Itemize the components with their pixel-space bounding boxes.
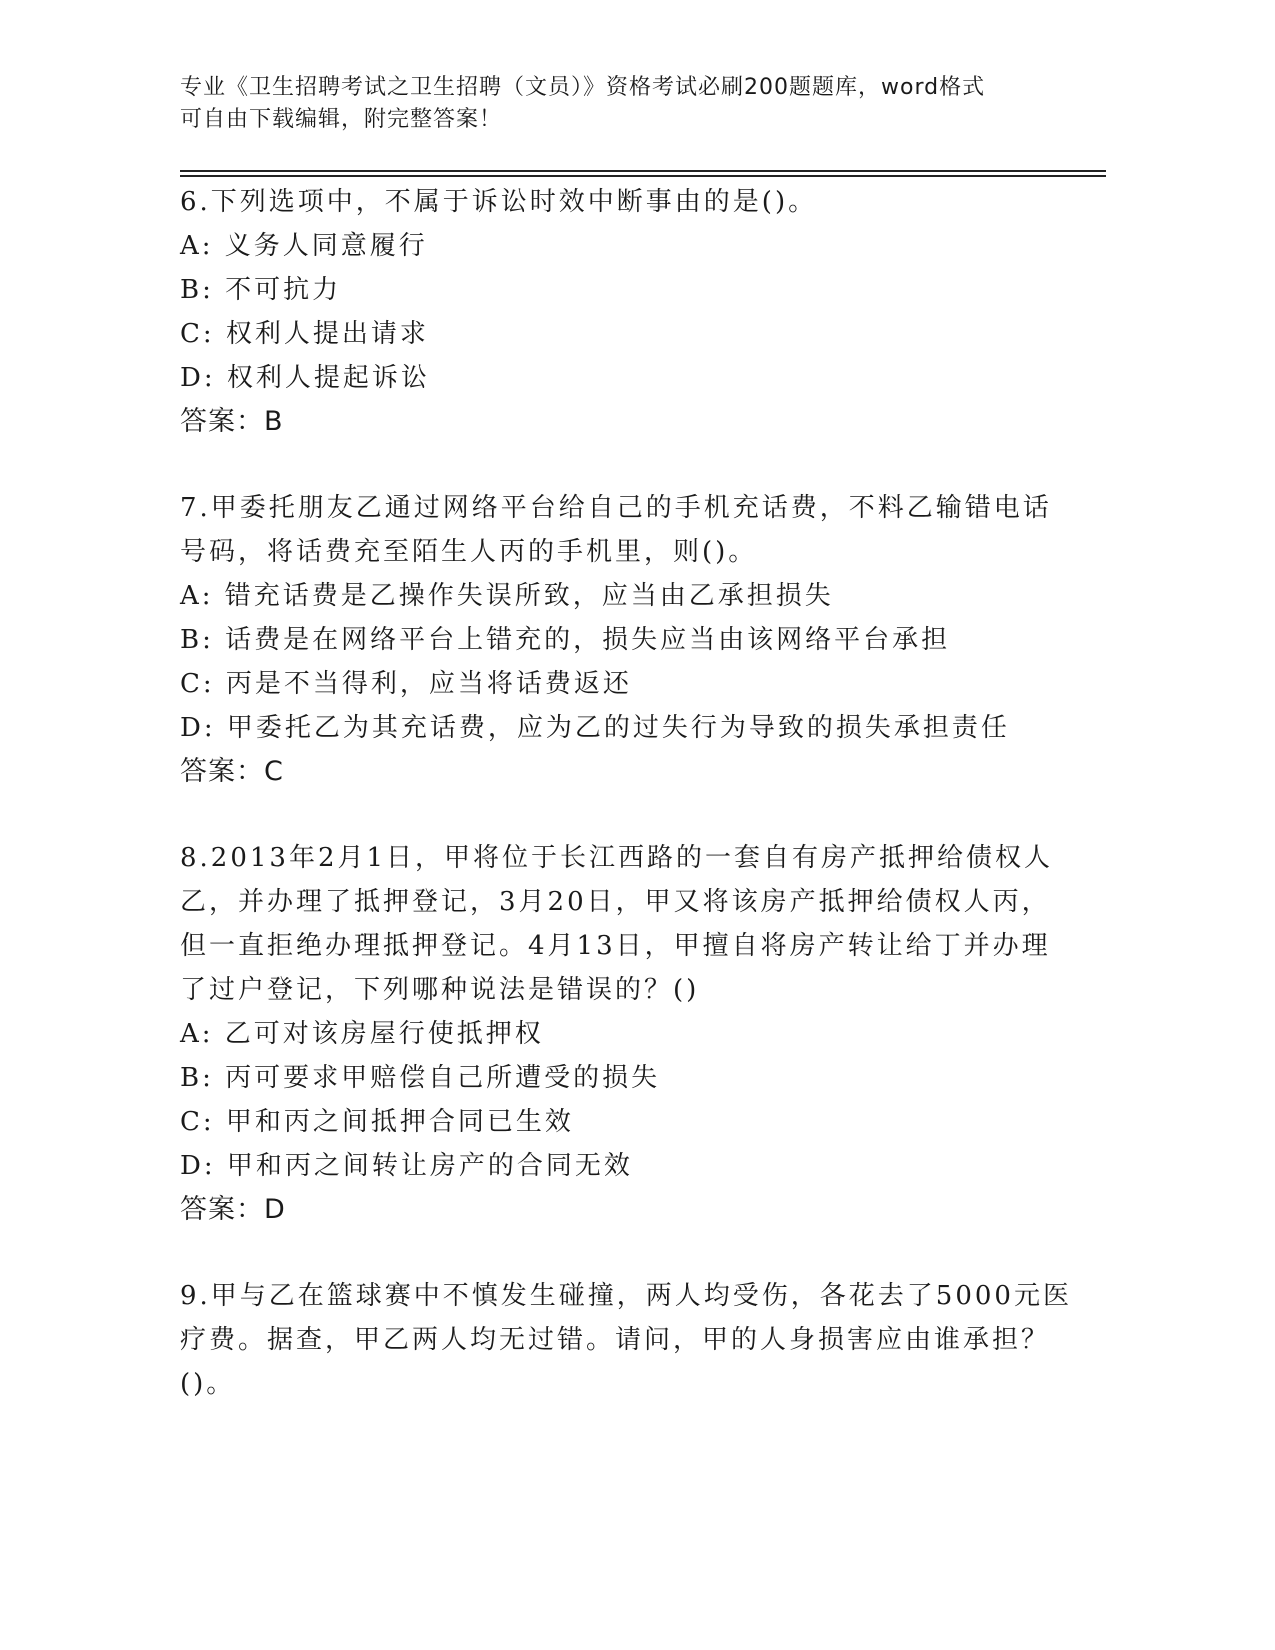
- answer-line: 答案：B: [180, 406, 284, 437]
- question-stem-line: 了过户登记，下列哪种说法是错误的？(): [180, 975, 700, 1005]
- page-header: [180, 72, 1060, 136]
- option-c: C: 甲和丙之间抵押合同已生效: [180, 1107, 574, 1137]
- option-b: B: 丙可要求甲赔偿自己所遭受的损失: [180, 1063, 661, 1093]
- option-b: B: 不可抗力: [180, 275, 342, 305]
- question-list: [180, 180, 1072, 1406]
- option-c: C: 权利人提出请求: [180, 319, 429, 349]
- option-a: A: 乙可对该房屋行使抵押权: [180, 1019, 544, 1049]
- answer-line: 答案：D: [180, 1194, 286, 1225]
- question-8: [180, 836, 1060, 1232]
- header-line-2: 可自由下载编辑，附完整答案！: [180, 107, 503, 132]
- question-stem-line: 号码，将话费充至陌生人丙的手机里，则()。: [180, 537, 758, 567]
- question-stem-line: 6.下列选项中，不属于诉讼时效中断事由的是()。: [180, 187, 818, 217]
- question-stem-line: 但一直拒绝办理抵押登记。4月13日，甲擅自将房产转让给丁并办理: [180, 931, 1051, 961]
- question-stem-line: 8.2013年2月1日，甲将位于长江西路的一套自有房产抵押给债权人: [180, 843, 1054, 873]
- question-9: [180, 1274, 1072, 1406]
- question-stem-line: 9.甲与乙在篮球赛中不慎发生碰撞，两人均受伤，各花去了5000元医: [180, 1281, 1072, 1311]
- answer-line: 答案：C: [180, 756, 284, 787]
- option-a: A: 义务人同意履行: [180, 231, 428, 261]
- question-7: [180, 486, 1060, 794]
- option-b: B: 话费是在网络平台上错充的，损失应当由该网络平台承担: [180, 625, 951, 655]
- option-d: D: 甲和丙之间转让房产的合同无效: [180, 1151, 633, 1181]
- question-stem-line: 疗费。据查，甲乙两人均无过错。请问，甲的人身损害应由谁承担？: [180, 1325, 1051, 1355]
- header-line-1: 专业《卫生招聘考试之卫生招聘（文员）》资格考试必刷200题题库，word格式: [180, 75, 986, 100]
- question-stem-line: ()。: [180, 1369, 236, 1399]
- question-stem-line: 乙，并办理了抵押登记，3月20日，甲又将该房产抵押给债权人丙，: [180, 887, 1051, 917]
- header-divider-bottom: [180, 175, 1106, 177]
- option-a: A: 错充话费是乙操作失误所致，应当由乙承担损失: [180, 581, 834, 611]
- question-gap: [180, 794, 1060, 836]
- header-divider-top: [180, 170, 1106, 172]
- question-gap: [180, 1232, 1060, 1274]
- question-stem-line: 7.甲委托朋友乙通过网络平台给自己的手机充话费，不料乙输错电话: [180, 493, 1052, 523]
- option-c: C: 丙是不当得利，应当将话费返还: [180, 669, 632, 699]
- option-d: D: 甲委托乙为其充话费，应为乙的过失行为导致的损失承担责任: [180, 713, 1010, 743]
- question-gap: [180, 444, 1060, 486]
- option-d: D: 权利人提起诉讼: [180, 363, 430, 393]
- question-6: [180, 180, 1060, 444]
